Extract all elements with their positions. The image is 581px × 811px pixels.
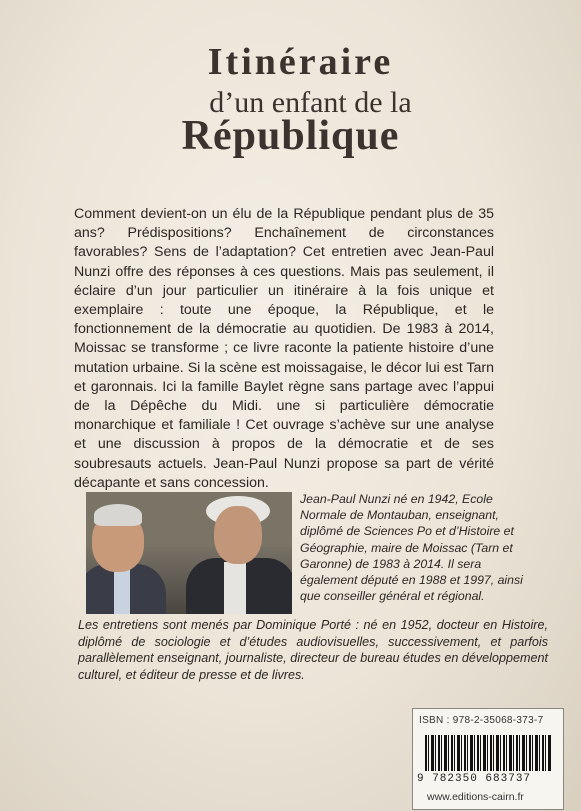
title-line-2: d’un enfant de la bbox=[209, 86, 412, 119]
intro-paragraph: Comment devient-on un élu de la République pendant plus de 35 ans? Prédispositions? Enchaînement de circonstances favorables? Sens de l’adaptation? Cet entretien avec Jean-Paul Nunzi offre des réponses à ces questions. Mais pas seulement, il éclaire d’un jour particulier un itinéraire à la fois unique et exemplaire : toute une époque, la République, et le fonctionnement de la démocratie au quotidien. De 1983 à 2014, Moissac se transforme ; ce livre raconte la patiente histoire d’une mutation urbaine. Si la scène est moissagaise, le décor lui est Tarn et garonnais. Ici la famille Baylet règne sans partage avec l’appui de la Dépêche du Midi. une si particulière démocratie monarchique et familiale ! Cet ouvrage s’achève sur une analyse et une discussion à propos de la démocratie et de ses soubresauts actuels. Jean-Paul Nunzi propose sa part de vérité décapante et sans concession. bbox=[74, 206, 494, 491]
publisher-website: www.editions-cairn.fr bbox=[427, 791, 524, 803]
author-photo bbox=[86, 492, 292, 614]
title-line-1: Itinéraire bbox=[207, 41, 394, 83]
author-bio: Jean-Paul Nunzi né en 1942, Ecole Normale de Montauban, enseignant, diplômé de Sciences Po et d’Histoire et Géographie, maire de Moissac (Tarn et Garonne) de 1983 à 2014. Il sera également député en 1988 et 1997, ainsi que conseiller général et régional. bbox=[300, 492, 523, 604]
barcode-icon bbox=[425, 735, 551, 771]
isbn-label: ISBN : 978-2-35068-373-7 bbox=[419, 715, 544, 726]
barcode-digits: 9 782350 683737 bbox=[417, 773, 532, 785]
barcode-block bbox=[412, 708, 564, 810]
title-line-3: République bbox=[181, 113, 400, 159]
interviewer-bio: Les entretiens sont menés par Dominique Porté : né en 1952, docteur en Histoire, diplômé de sociologie et d’études audiovisuelles, successivement, et parfois parallèlement enseignant, journaliste, directeur de bureau études en développement culturel, et éditeur de presse et de livres. bbox=[78, 618, 548, 682]
